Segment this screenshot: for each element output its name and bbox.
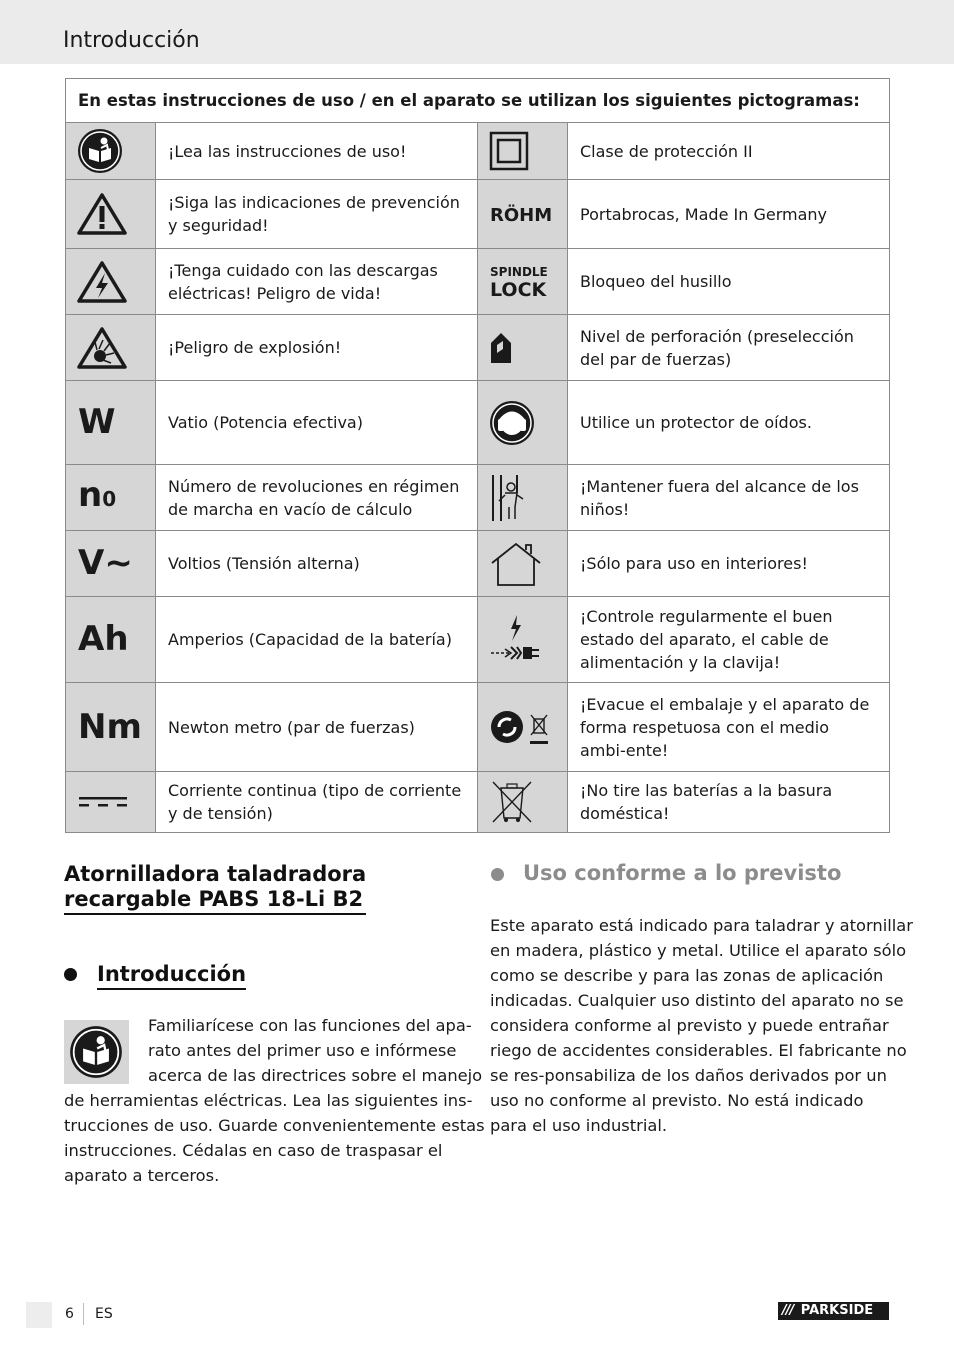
page-number: 6	[65, 1306, 74, 1322]
row-label: Utilice un protector de oídos.	[568, 381, 890, 465]
protection-class-ii-icon	[478, 123, 568, 180]
row-label: ¡Peligro de explosión!	[156, 315, 478, 381]
row-label: ¡Controle regularmente el buen estado del aparato, el cable de alimentación y la clavija!	[568, 597, 890, 683]
page-header	[0, 0, 954, 64]
section-bullet	[64, 968, 77, 981]
row-label: ¡Tenga cuidado con las descargas eléctricas! Peligro de vida!	[156, 249, 478, 315]
table-row	[66, 315, 890, 381]
table-row	[66, 465, 890, 531]
table-row	[66, 531, 890, 597]
row-label: ¡Evacue el embalaje y el aparato de forma respetuosa con el medio ambi-ente!	[568, 683, 890, 772]
table-row	[66, 180, 890, 249]
read-manual-icon	[66, 123, 156, 180]
indoor-use-icon	[478, 531, 568, 597]
footer-marker	[26, 1302, 52, 1328]
row-label: Número de revoluciones en régimen de marcha en vacío de cálculo	[156, 465, 478, 531]
row-label: ¡Lea las instrucciones de uso!	[156, 123, 478, 180]
table-row	[66, 772, 890, 833]
spindle-label-top: SPINDLE	[490, 264, 548, 279]
table-row	[66, 683, 890, 772]
page-title: Introducción	[63, 28, 200, 53]
row-label: Bloqueo del husillo	[568, 249, 890, 315]
recycle-dispose-icon	[478, 683, 568, 772]
rpm-symbol: n0	[78, 475, 117, 515]
table-heading: En estas instrucciones de uso / en el aparato se utilizan los siguientes pictogramas:	[66, 79, 890, 123]
language-code: ES	[95, 1306, 113, 1322]
brand-logo: /// PARKSIDE	[778, 1302, 889, 1320]
row-label: ¡No tire las baterías a la basura doméstica!	[568, 772, 890, 833]
keep-away-children-icon	[478, 465, 568, 531]
intro-text-indented: Familiarícese con las funciones del apa- rato antes del primer uso e infórmese acerca de las directrices sobre el manejo	[148, 1016, 483, 1085]
row-label: Portabrocas, Made In Germany	[568, 180, 890, 249]
footer-divider	[83, 1303, 84, 1325]
brand-stripes-icon: ///	[782, 1303, 794, 1318]
watt-symbol: W	[78, 402, 116, 442]
table-row	[66, 597, 890, 683]
row-label: ¡Siga las indicaciones de prevención y seguridad!	[156, 180, 478, 249]
row-label: Vatio (Potencia efectiva)	[156, 381, 478, 465]
direct-current-icon	[66, 772, 156, 833]
section-bullet	[491, 868, 504, 881]
ear-protection-icon	[478, 381, 568, 465]
table-row	[66, 381, 890, 465]
uso-text: Este aparato está indicado para taladrar y atornillar en madera, plástico y metal. Utilice el aparato sólo como se describe y para las zonas de aplicación indicadas. Cualquier uso distinto del aparato no se considera conforme al previsto y puede entrañar riego de accidentes considerables. El fabricante no se res-ponsabiliza de los daños derivados por un uso no conforme al previsto. No está indicado para el uso industrial.	[490, 916, 913, 1135]
amp-hour-symbol: Ah	[78, 619, 129, 659]
read-manual-icon	[64, 1020, 129, 1084]
row-label: ¡Mantener fuera del alcance de los niños!	[568, 465, 890, 531]
rohm-logo-text: RÖHM	[490, 205, 553, 226]
product-title: Atornilladora taladradora recargable PABS 18-Li B2	[64, 862, 366, 915]
intro-section-title: Introducción	[97, 962, 246, 990]
pictogram-table	[65, 78, 890, 833]
electric-shock-icon	[66, 249, 156, 315]
spindle-label-bottom: LOCK	[490, 278, 547, 300]
no-battery-bin-icon	[478, 772, 568, 833]
row-label: Nivel de perforación (preselección del par de fuerzas)	[568, 315, 890, 381]
uso-section-title: Uso conforme a lo previsto	[523, 861, 842, 885]
intro-text: de herramientas eléctricas. Lea las siguientes ins- trucciones de uso. Guarde convenientemente estas instrucciones. Cédalas en caso de traspasar el aparato a terceros.	[64, 1091, 485, 1185]
spindle-lock-icon	[478, 249, 568, 315]
drill-level-icon	[478, 315, 568, 381]
row-label: Amperios (Capacidad de la batería)	[156, 597, 478, 683]
row-label: ¡Sólo para uso en interiores!	[568, 531, 890, 597]
warning-triangle-icon	[66, 180, 156, 249]
row-label: Newton metro (par de fuerzas)	[156, 683, 478, 772]
volt-ac-symbol: V~	[78, 543, 133, 583]
table-row	[66, 123, 890, 180]
row-label: Corriente continua (tipo de corriente y de tensión)	[156, 772, 478, 833]
row-label: Voltios (Tensión alterna)	[156, 531, 478, 597]
newton-meter-symbol: Nm	[78, 706, 142, 747]
table-row	[66, 249, 890, 315]
explosion-icon	[66, 315, 156, 381]
check-cable-icon	[478, 597, 568, 683]
rohm-logo-icon	[478, 180, 568, 249]
row-label: Clase de protección II	[568, 123, 890, 180]
